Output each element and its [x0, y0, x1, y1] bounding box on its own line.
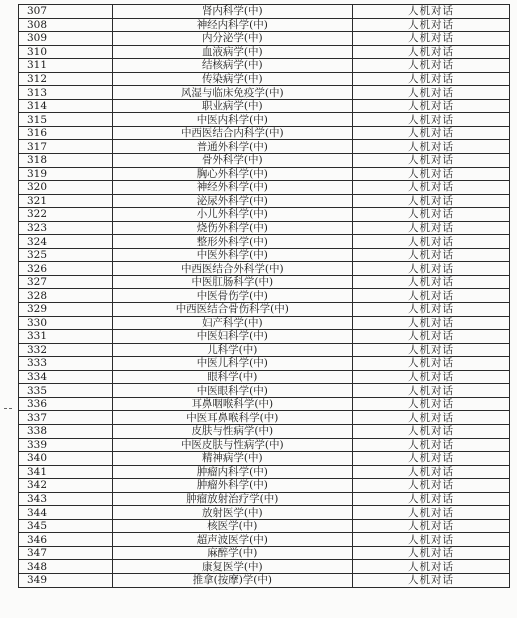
table-row [19, 343, 510, 357]
subject-code: 349 [19, 573, 113, 587]
table-row [19, 384, 510, 398]
table-row [19, 397, 510, 411]
exam-mode: 人机对话 [353, 303, 510, 317]
subject-name: 传染病学(中) [112, 72, 352, 86]
subject-name: 职业病学(中) [112, 99, 352, 113]
table-row [19, 221, 510, 235]
table-row [19, 424, 510, 438]
exam-mode: 人机对话 [353, 289, 510, 303]
subject-code: 317 [19, 140, 113, 154]
exam-mode: 人机对话 [353, 479, 510, 493]
exam-mode: 人机对话 [353, 235, 510, 249]
subject-code: 333 [19, 357, 113, 371]
table-row [19, 235, 510, 249]
exam-mode: 人机对话 [353, 113, 510, 127]
subject-name: 中医内科学(中) [112, 113, 352, 127]
subject-code: 344 [19, 506, 113, 520]
subject-name: 麻醉学(中) [112, 546, 352, 560]
exam-mode: 人机对话 [353, 330, 510, 344]
subject-name: 精神病学(中) [112, 452, 352, 466]
subject-name: 中西医结合外科学(中) [112, 262, 352, 276]
subject-code: 337 [19, 411, 113, 425]
subject-code: 314 [19, 99, 113, 113]
subject-name: 神经内科学(中) [112, 18, 352, 32]
exam-mode: 人机对话 [353, 506, 510, 520]
subject-name: 肾内科学(中) [112, 5, 352, 19]
exam-mode: 人机对话 [353, 438, 510, 452]
table-row [19, 126, 510, 140]
exam-mode: 人机对话 [353, 533, 510, 547]
exam-mode: 人机对话 [353, 154, 510, 168]
subject-name: 烧伤外科学(中) [112, 221, 352, 235]
exam-mode: 人机对话 [353, 140, 510, 154]
subject-code: 319 [19, 167, 113, 181]
subject-code: 331 [19, 330, 113, 344]
subject-code: 327 [19, 275, 113, 289]
subject-name: 眼科学(中) [112, 370, 352, 384]
subject-name: 推拿(按摩)学(中) [112, 573, 352, 587]
exam-mode: 人机对话 [353, 86, 510, 100]
subject-code: 342 [19, 479, 113, 493]
exam-mode: 人机对话 [353, 248, 510, 262]
exam-mode: 人机对话 [353, 370, 510, 384]
subject-name: 风湿与临床免疫学(中) [112, 86, 352, 100]
table-row [19, 519, 510, 533]
table-row [19, 262, 510, 276]
table-row [19, 208, 510, 222]
exam-mode: 人机对话 [353, 99, 510, 113]
table-row [19, 248, 510, 262]
exam-mode: 人机对话 [353, 5, 510, 19]
exam-mode: 人机对话 [353, 397, 510, 411]
subject-name: 结核病学(中) [112, 59, 352, 73]
exam-mode: 人机对话 [353, 316, 510, 330]
exam-mode: 人机对话 [353, 411, 510, 425]
subject-name: 中西医结合骨伤科学(中) [112, 303, 352, 317]
exam-mode: 人机对话 [353, 262, 510, 276]
subject-code: 336 [19, 397, 113, 411]
exam-mode: 人机对话 [353, 126, 510, 140]
exam-mode: 人机对话 [353, 32, 510, 46]
subject-name: 血液病学(中) [112, 45, 352, 59]
subject-code: 316 [19, 126, 113, 140]
table-row [19, 492, 510, 506]
table-row [19, 330, 510, 344]
subject-name: 内分泌学(中) [112, 32, 352, 46]
table-row [19, 452, 510, 466]
exam-mode: 人机对话 [353, 208, 510, 222]
subject-name: 放射医学(中) [112, 506, 352, 520]
subject-name: 肿瘤放射治疗学(中) [112, 492, 352, 506]
table-row [19, 438, 510, 452]
subject-code: 340 [19, 452, 113, 466]
table-row [19, 140, 510, 154]
subject-name: 中医眼科学(中) [112, 384, 352, 398]
table-row [19, 506, 510, 520]
table-row [19, 479, 510, 493]
subject-code: 326 [19, 262, 113, 276]
table-row [19, 86, 510, 100]
exam-mode: 人机对话 [353, 573, 510, 587]
scan-edge-mark [4, 408, 12, 410]
subject-code: 321 [19, 194, 113, 208]
table-row [19, 113, 510, 127]
exam-mode: 人机对话 [353, 18, 510, 32]
subject-name: 耳鼻咽喉科学(中) [112, 397, 352, 411]
subject-name: 中医妇科学(中) [112, 330, 352, 344]
subject-code: 307 [19, 5, 113, 19]
table-row [19, 303, 510, 317]
subject-name: 儿科学(中) [112, 343, 352, 357]
subject-name: 胸心外科学(中) [112, 167, 352, 181]
subject-code: 309 [19, 32, 113, 46]
subject-name: 小儿外科学(中) [112, 208, 352, 222]
exam-mode: 人机对话 [353, 519, 510, 533]
subject-code: 313 [19, 86, 113, 100]
subject-code: 330 [19, 316, 113, 330]
exam-mode: 人机对话 [353, 72, 510, 86]
subject-code: 312 [19, 72, 113, 86]
subject-name: 整形外科学(中) [112, 235, 352, 249]
subject-name: 妇产科学(中) [112, 316, 352, 330]
subject-name: 普通外科学(中) [112, 140, 352, 154]
table-row [19, 546, 510, 560]
subject-name: 中医儿科学(中) [112, 357, 352, 371]
table-row [19, 99, 510, 113]
subject-code: 345 [19, 519, 113, 533]
subject-name: 中医皮肤与性病学(中) [112, 438, 352, 452]
subject-code: 332 [19, 343, 113, 357]
subject-code: 308 [19, 18, 113, 32]
subject-code: 322 [19, 208, 113, 222]
table-row [19, 316, 510, 330]
table-row [19, 465, 510, 479]
table-row [19, 533, 510, 547]
subject-code: 328 [19, 289, 113, 303]
exam-mode: 人机对话 [353, 546, 510, 560]
subject-code: 338 [19, 424, 113, 438]
exam-mode: 人机对话 [353, 424, 510, 438]
subject-code: 315 [19, 113, 113, 127]
exam-mode: 人机对话 [353, 465, 510, 479]
table-row [19, 181, 510, 195]
table-row [19, 59, 510, 73]
exam-mode: 人机对话 [353, 560, 510, 574]
table-row [19, 275, 510, 289]
table-row [19, 154, 510, 168]
exam-mode: 人机对话 [353, 167, 510, 181]
exam-mode: 人机对话 [353, 221, 510, 235]
table-row [19, 32, 510, 46]
table-row [19, 5, 510, 19]
table-row [19, 18, 510, 32]
subject-code: 325 [19, 248, 113, 262]
exam-mode: 人机对话 [353, 194, 510, 208]
subject-code: 323 [19, 221, 113, 235]
subject-name: 中医外科学(中) [112, 248, 352, 262]
table-row [19, 411, 510, 425]
exam-mode: 人机对话 [353, 181, 510, 195]
exam-mode: 人机对话 [353, 452, 510, 466]
exam-mode: 人机对话 [353, 384, 510, 398]
subject-code: 341 [19, 465, 113, 479]
subject-name: 中医耳鼻喉科学(中) [112, 411, 352, 425]
subject-code: 339 [19, 438, 113, 452]
subject-code: 334 [19, 370, 113, 384]
subject-name: 康复医学(中) [112, 560, 352, 574]
exam-subject-table [18, 4, 510, 588]
subject-name: 皮肤与性病学(中) [112, 424, 352, 438]
subject-name: 中医骨伤学(中) [112, 289, 352, 303]
subject-code: 324 [19, 235, 113, 249]
subject-code: 348 [19, 560, 113, 574]
table-row [19, 560, 510, 574]
subject-code: 346 [19, 533, 113, 547]
subject-code: 310 [19, 45, 113, 59]
table-row [19, 573, 510, 587]
subject-name: 骨外科学(中) [112, 154, 352, 168]
table-row [19, 167, 510, 181]
exam-mode: 人机对话 [353, 275, 510, 289]
subject-name: 核医学(中) [112, 519, 352, 533]
subject-code: 311 [19, 59, 113, 73]
table-row [19, 370, 510, 384]
exam-mode: 人机对话 [353, 59, 510, 73]
table-row [19, 45, 510, 59]
exam-mode: 人机对话 [353, 357, 510, 371]
table-body [19, 5, 510, 588]
subject-code: 335 [19, 384, 113, 398]
subject-name: 超声波医学(中) [112, 533, 352, 547]
table-row [19, 357, 510, 371]
table-row [19, 289, 510, 303]
subject-code: 320 [19, 181, 113, 195]
subject-code: 329 [19, 303, 113, 317]
subject-name: 肿瘤外科学(中) [112, 479, 352, 493]
table-row [19, 194, 510, 208]
subject-name: 中西医结合内科学(中) [112, 126, 352, 140]
subject-name: 中医肛肠科学(中) [112, 275, 352, 289]
table-row [19, 72, 510, 86]
exam-mode: 人机对话 [353, 343, 510, 357]
subject-code: 318 [19, 154, 113, 168]
subject-code: 347 [19, 546, 113, 560]
subject-name: 神经外科学(中) [112, 181, 352, 195]
exam-mode: 人机对话 [353, 492, 510, 506]
subject-name: 肿瘤内科学(中) [112, 465, 352, 479]
subject-name: 泌尿外科学(中) [112, 194, 352, 208]
subject-code: 343 [19, 492, 113, 506]
exam-mode: 人机对话 [353, 45, 510, 59]
